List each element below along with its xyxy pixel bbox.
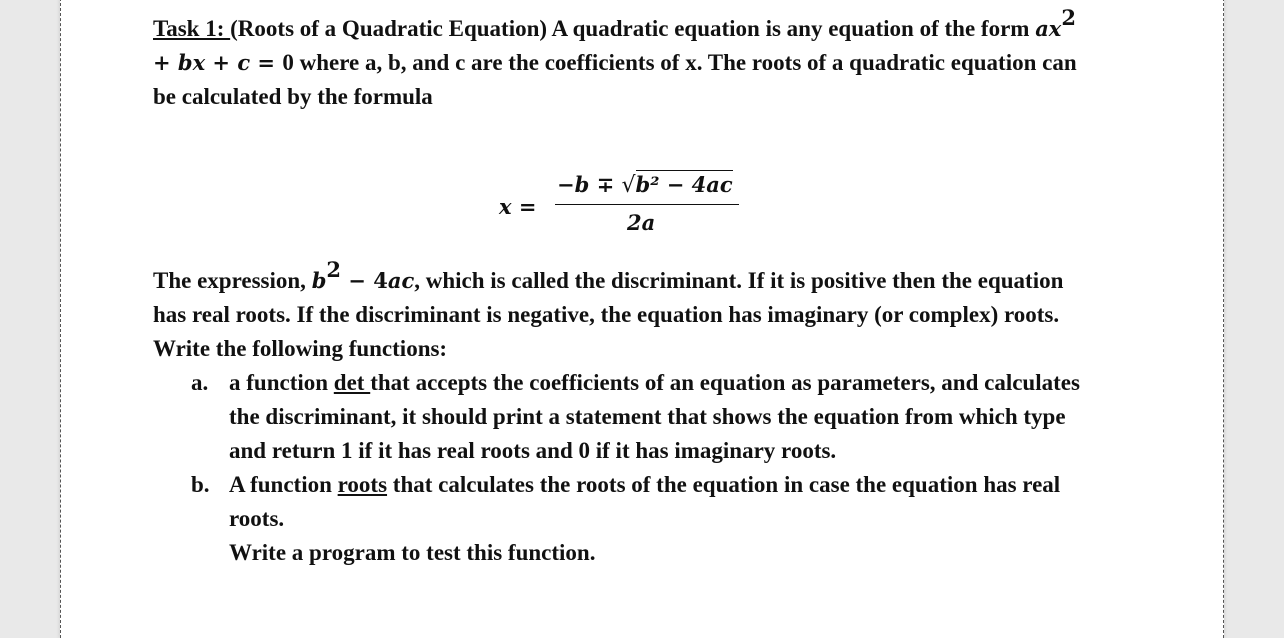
sqrt-symbol: √ [621,173,636,198]
discriminant-ac: ac [387,268,415,293]
task-intro: (Roots of a Quadratic Equation) A quadratic equation is any equation of the form [230,16,1036,41]
list-marker: b. [191,472,210,497]
quadratic-formula [153,114,1083,264]
formula-numerator [557,168,733,203]
item-a-post: that accepts the coefficients of an equation as parameters, and calculates the discriminant, it should print a statement that shows the equation from which type and return 1 if it has real roots and 0 if it has imaginary roots. [229,370,1080,463]
formula-lhs: x = [499,194,537,219]
equation-zero: 0 [282,50,294,75]
formula-num-prefix: −b ∓ [557,172,622,197]
discriminant-text-a: The expression, [153,268,312,293]
formula-denominator: 2a [627,210,656,235]
formula-radicand: b² − 4ac [635,172,733,197]
list-marker: a. [191,370,209,395]
task-intro-continued: where a, b, and c are the coefficients of x. The roots of a quadratic equation can be calculated by the formula [153,50,1077,109]
discriminant-paragraph [153,257,1083,366]
closing-line: Write a program to test this function. [229,540,596,565]
equation-exponent: 2 [1061,5,1076,31]
discriminant-b: b [311,268,327,293]
discriminant-exponent: 2 [326,257,341,283]
item-a-pre: a function [229,370,334,395]
task-label: Task 1: [153,16,231,41]
function-name-det: det [333,370,371,395]
discriminant-minus4: − 4 [341,268,388,293]
item-b-post: that calculates the roots of the equation in case the equation has real roots. [229,472,1061,531]
equation-ax: ax [1035,16,1062,41]
document-page [60,0,1224,638]
function-name-roots: roots [337,472,388,497]
list-item [153,468,1083,536]
list-item [153,366,1083,468]
task-paragraph [153,5,1083,114]
item-b-pre: A function [229,472,338,497]
fraction-bar [555,204,739,205]
equation-rest: + bx + c = [153,50,283,75]
discriminant-text-b: , which is called the discriminant. If it is positive then the equation has real roots. If the discriminant is negative, the equation has imaginary (or complex) roots. Write the following functions: [153,268,1064,361]
document-content [153,5,1083,570]
